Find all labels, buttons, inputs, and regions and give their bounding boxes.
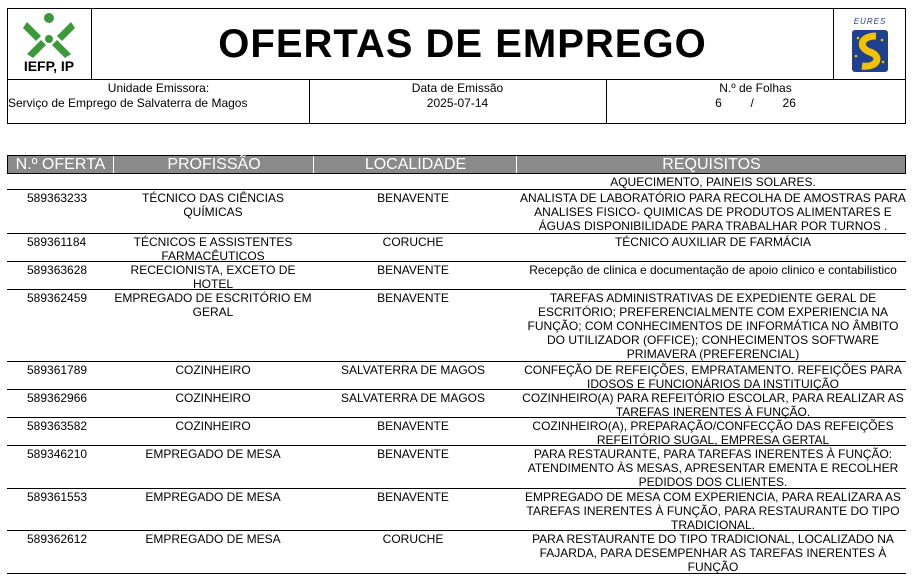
- profession-cell: COZINHEIRO: [175, 363, 251, 377]
- requirements-cell: COZINHEIRO(A), PREPARAÇÃO/CONFECÇÃO DAS REFEIÇÕES REFEITÓRIO SUGAL, EMPRESA GERTAL: [532, 419, 894, 447]
- sheets-cell: [606, 80, 905, 123]
- location-cell: CORUCHE: [382, 532, 444, 546]
- location-cell: SALVATERRA DE MAGOS: [340, 363, 486, 377]
- table-row: [7, 262, 906, 290]
- eures-emblem-icon: [848, 28, 892, 74]
- offer-number-cell: 589362966: [27, 391, 88, 405]
- table-row: [7, 418, 906, 446]
- table-row: [7, 190, 906, 234]
- location-cell: SALVATERRA DE MAGOS: [340, 391, 486, 405]
- iefp-logo: [7, 8, 92, 80]
- offer-number-cell: 589361184: [27, 235, 87, 249]
- location-cell: BENAVENTE: [377, 419, 449, 433]
- offer-number-cell: 589362459: [27, 291, 88, 305]
- column-header-offer-number: N.º OFERTA: [15, 156, 106, 173]
- requirements-cell: PARA RESTAURANTE DO TIPO TRADICIONAL, LOCALIZADO NA FAJARDA, PARA DESEMPENHAR AS TAREFAS INERENTES À FUNÇÃO: [532, 532, 894, 574]
- offer-number-cell: 589363628: [27, 263, 88, 277]
- sheets-value: [606, 96, 905, 110]
- date-value: 2025-07-14: [426, 96, 489, 110]
- offer-number-cell: 589363582: [27, 419, 88, 433]
- issuer-cell: [8, 80, 310, 123]
- issuer-value: Serviço de Emprego de Salvaterra de Magos: [8, 96, 248, 110]
- issuer-label: Unidade Emissora:: [107, 81, 210, 95]
- location-cell: BENAVENTE: [377, 490, 449, 504]
- profession-cell: COZINHEIRO: [175, 391, 251, 405]
- requirements-cell: TÉCNICO AUXILIAR DE FARMÁCIA: [614, 235, 812, 249]
- sheets-label: N.º de Folhas: [719, 81, 792, 95]
- table-row: [7, 446, 906, 489]
- sheet-separator: /: [750, 96, 754, 110]
- table-row: [7, 390, 906, 418]
- offer-number-cell: 589361553: [27, 490, 88, 504]
- requirements-cell: EMPREGADO DE MESA COM EXPERIENCIA, PARA REALIZARA AS TAREFAS INERENTES À FUNÇÃO, PARA RESTAURANTE DO TIPO TRADICIONAL.: [525, 490, 901, 532]
- location-cell: BENAVENTE: [377, 291, 449, 305]
- eures-logo-text: EURES: [853, 17, 887, 26]
- table-row: [7, 489, 906, 531]
- profession-cell: RECECIONISTA, EXCETO DE HOTEL: [130, 263, 296, 291]
- emission-info: [7, 80, 906, 124]
- requirements-cell: CONFEÇÃO DE REFEIÇÕES, EMPRATAMENTO. REFEIÇÕES PARA IDOSOS E FUNCIONÁRIOS DA INSTITUIÇÃO: [524, 363, 902, 391]
- offer-number-cell: 589361789: [27, 363, 88, 377]
- location-cell: BENAVENTE: [377, 263, 449, 277]
- title-area: [92, 8, 833, 80]
- date-label: Data de Emissão: [411, 81, 504, 95]
- column-header-profession: PROFISSÃO: [113, 156, 314, 173]
- profession-cell: COZINHEIRO: [175, 419, 251, 433]
- iefp-logo-text: IEFP, IP: [23, 58, 75, 74]
- table-row: [7, 290, 906, 362]
- offer-number-cell: 589362612: [27, 532, 88, 546]
- table-header: [7, 155, 906, 174]
- column-header-requirements: REQUISITOS: [516, 156, 906, 173]
- requirements-cell: ANALISTA DE LABORATÓRIO PARA RECOLHA DE AMOSTRAS PARA ANALISES FISICO- QUIMICAS DE PRODUTOS ALIMENTARES E ÁGUAS DISPONIBILIDADE PARA TRABALHAR POR TURNOS .: [520, 191, 906, 233]
- requirements-cell: TAREFAS ADMINISTRATIVAS DE EXPEDIENTE GERAL DE ESCRITÓRIO; PREFERENCIALMENTE COM EXPERIENCIA NA FUNÇÃO; COM CONHECIMENTOS DE INFORMÁTICA NO ÂMBITO DO UTILIZADOR (OFFICE); CONHECIMENTOS SOFTWARE PRIMAVERA (PREFERENCIAL): [527, 291, 899, 361]
- location-cell: CORUCHE: [382, 235, 444, 249]
- offer-number-cell: 589346210: [27, 447, 88, 461]
- requirements-cell: AQUECIMENTO, PAINEIS SOLARES.: [610, 175, 816, 189]
- table-row: [7, 531, 906, 574]
- profession-cell: EMPREGADO DE MESA: [145, 490, 281, 504]
- profession-cell: EMPREGADO DE MESA: [145, 447, 281, 461]
- table-row: [7, 362, 906, 390]
- location-cell: BENAVENTE: [377, 191, 449, 205]
- requirements-cell: PARA RESTAURANTE, PARA TAREFAS INERENTES À FUNÇÃO: ATENDIMENTO ÀS MESAS, APRESENTAR EMENTA E RECOLHER PEDIDOS DOS CLIENTES.: [527, 447, 899, 489]
- eures-logo: [833, 8, 906, 80]
- page-title: OFERTAS DE EMPREGO: [218, 22, 707, 66]
- profession-cell: TÉCNICO DAS CIÊNCIAS QUÍMICAS: [141, 191, 285, 219]
- table-row-carryover: [7, 174, 906, 190]
- column-header-location: LOCALIDADE: [313, 156, 517, 173]
- location-cell: BENAVENTE: [377, 447, 449, 461]
- offer-number-cell: 589363233: [27, 191, 88, 205]
- profession-cell: EMPREGADO DE MESA: [145, 532, 281, 546]
- profession-cell: EMPREGADO DE ESCRITÓRIO EM GERAL: [114, 291, 312, 319]
- date-cell: [309, 80, 607, 123]
- profession-cell: TÉCNICOS E ASSISTENTES FARMACÊUTICOS: [133, 235, 293, 263]
- sheet-total: 26: [782, 96, 796, 110]
- requirements-cell: Recepção de clinica e documentação de apoio clinico e contabilistico: [529, 263, 897, 277]
- table-row: [7, 234, 906, 262]
- sheet-current: 6: [715, 96, 722, 110]
- requirements-cell: COZINHEIRO(A) PARA REFEITÓRIO ESCOLAR, PARA REALIZAR AS TAREFAS INERENTES À FUNÇÃO.: [522, 391, 904, 419]
